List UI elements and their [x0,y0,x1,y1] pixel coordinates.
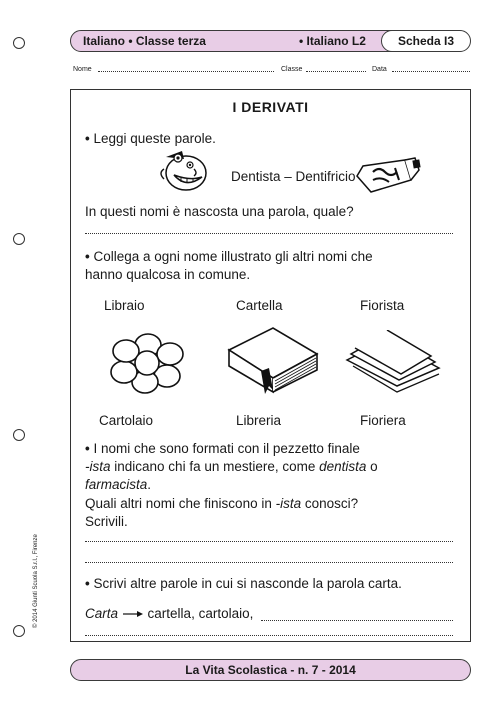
toothpaste-illustration [353,156,423,196]
copyright-notice: © 2014 Giunti Scuola S.r.l., Firenze [33,534,39,628]
footer-bar: La Vita Scolastica - n. 7 - 2014 [70,659,471,681]
ex2-instruction-line1: • Collega a ogni nome illustrato gli altri nomi che [85,249,373,264]
binder-hole [13,429,25,441]
ex3-line1: • I nomi che sono formati con il pezzetto finale [85,441,360,456]
word-fiorista: Fiorista [360,298,405,313]
ex4-example: Carta cartella, cartolaio, [85,606,254,621]
ex4-answer-line[interactable] [261,620,453,621]
worksheet-title: I DERIVATI [232,99,309,115]
binder-hole [13,233,25,245]
worksheet-box [70,89,471,642]
header-subject: Italiano • Classe terza [83,34,206,48]
ex1-answer-line[interactable] [85,233,453,234]
ex4-answer-line[interactable] [85,635,453,636]
nome-field[interactable] [98,71,274,72]
arrow-right-icon [122,609,144,619]
ex3-line4: Quali altri nomi che finiscono in -ista conosci? [85,496,359,511]
word-cartella: Cartella [236,298,283,313]
binder-hole [13,37,25,49]
ex3-answer-line[interactable] [85,562,453,563]
binder-hole [13,625,25,637]
flower-illustration [107,332,189,394]
book-illustration [221,324,323,396]
word-fioriera: Fioriera [360,413,406,428]
dentist-face-illustration [156,143,212,193]
data-label: Data [372,66,387,73]
data-field[interactable] [392,71,470,72]
papers-illustration [343,330,443,396]
ex1-question: In questi nomi è nascosta una parola, quale? [85,204,354,219]
ex3-line5: Scrivili. [85,514,128,529]
scheda-badge: Scheda I3 [381,30,471,52]
word-libreria: Libreria [236,413,282,428]
ex1-instruction-line: • Leggi queste parole. [85,131,216,146]
ex4-instruction-line: • Scrivi altre parole in cui si nasconde la parola carta. [85,576,402,591]
word-libraio: Libraio [104,298,145,313]
ex2-instruction-line2: hanno qualcosa in comune. [85,267,251,282]
nome-label: Nome [73,66,92,73]
ex1-words: Dentista – Dentifricio [231,169,356,184]
ex3-line3: farmacista. [85,477,152,492]
classe-field[interactable] [306,71,366,72]
header-category: • Italiano L2 [299,34,366,48]
ex3-answer-line[interactable] [85,541,453,542]
word-cartolaio: Cartolaio [99,413,154,428]
classe-label: Classe [281,66,303,73]
ex1-instruction: Leggi queste parole. [93,131,216,146]
ex3-line2: -ista indicano chi fa un mestiere, come dentista o [85,459,378,474]
